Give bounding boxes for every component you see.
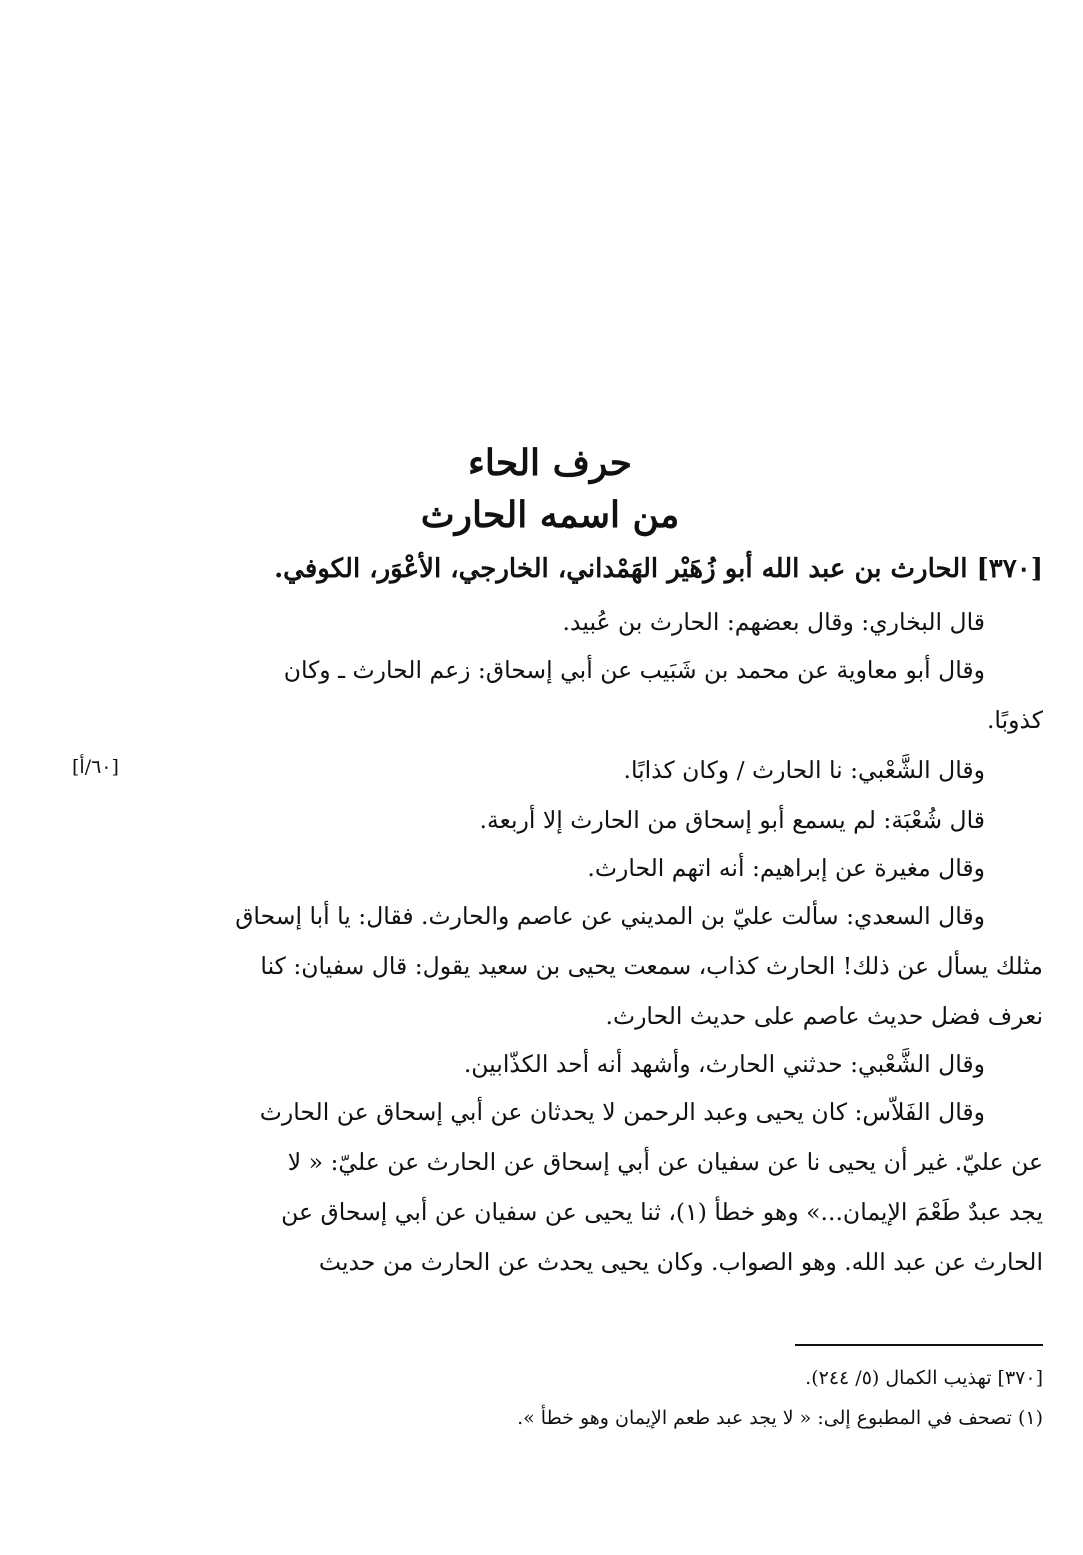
paragraph: [163, 1039, 1043, 1089]
paragraph: [163, 1087, 1043, 1287]
footnote-divider: [795, 1344, 1043, 1346]
entry-heading: [٣٧٠] الحارث بن عبد الله أبو زُهَيْر الهَمْداني، الخارجي، الأعْوَر، الكوفي.: [274, 554, 1043, 584]
text-line: وقال الفَلاّس: كان يحيى وعبد الرحمن لا يحدثان عن أبي إسحاق عن الحارث: [259, 1098, 985, 1126]
text-line: كذوبًا.: [986, 706, 1043, 734]
text-line: قال البخاري: وقال بعضهم: الحارث بن عُبيد.: [562, 608, 985, 636]
footnotes: [163, 1358, 1043, 1438]
footnote: (١) تصحف في المطبوع إلى: « لا يجد عبد طعم الإيمان وهو خطأ ».: [517, 1407, 1043, 1429]
paragraph: [163, 891, 1043, 1041]
text-line: وقال أبو معاوية عن محمد بن شَبَيب عن أبي إسحاق: زعم الحارث ـ وكان: [283, 656, 985, 684]
text-line: قال شُعْبَة: لم يسمع أبو إسحاق من الحارث إلا أربعة.: [479, 806, 985, 834]
text-line: مثلك يسأل عن ذلك! الحارث كذاب، سمعت يحيى بن سعيد يقول: قال سفيان: كنا: [260, 952, 1043, 980]
paragraph: [163, 645, 1043, 745]
text-line: نعرف فضل حديث عاصم على حديث الحارث.: [605, 1002, 1043, 1030]
paragraph: [163, 745, 1043, 795]
text-line: الحارث عن عبد الله. وهو الصواب. وكان يحيى يحدث عن الحارث من حديث: [318, 1248, 1043, 1276]
section-title: من اسمه الحارث: [420, 494, 680, 536]
text-line: عن عليّ. غير أن يحيى نا عن سفيان عن أبي إسحاق عن الحارث عن عليّ: « لا: [287, 1148, 1043, 1176]
paragraph: [163, 795, 1043, 845]
text-line: وقال الشَّعْبي: نا الحارث / وكان كذابًا.: [623, 756, 985, 784]
paragraph: [163, 597, 1043, 647]
text-line: يجد عبدٌ طَعْمَ الإيمان...» وهو خطأ (١)، ثنا يحيى عن سفيان عن أبي إسحاق عن: [281, 1198, 1043, 1226]
paragraph: [163, 843, 1043, 893]
chapter-title: حرف الحاء: [467, 442, 633, 484]
text-line: وقال السعدي: سألت عليّ بن المديني عن عاصم والحارث. فقال: يا أبا إسحاق: [235, 902, 985, 930]
footnote: [٣٧٠] تهذيب الكمال (٥/ ٢٤٤).: [805, 1367, 1043, 1389]
margin-folio-note: [٦٠/أ]: [72, 756, 119, 778]
text-line: وقال الشَّعْبي: حدثني الحارث، وأشهد أنه أحد الكذّابين.: [463, 1050, 985, 1078]
text-line: وقال مغيرة عن إبراهيم: أنه اتهم الحارث.: [587, 854, 985, 882]
